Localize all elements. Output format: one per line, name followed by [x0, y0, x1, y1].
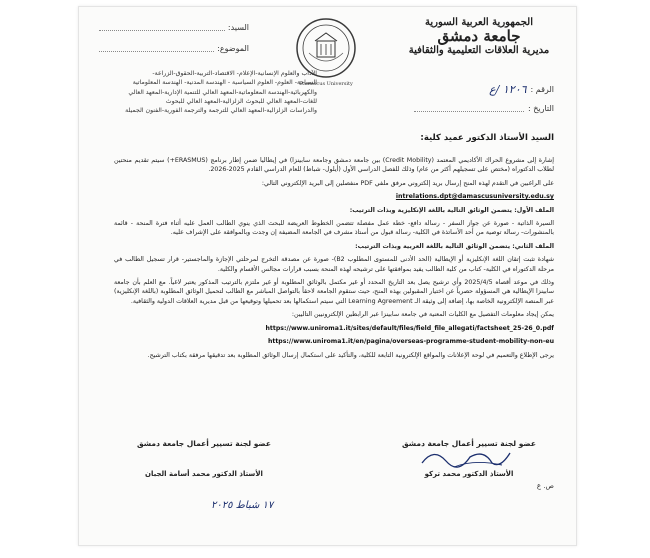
file2-text: شهادة تثبت إتقان اللغة الإنكليزية أو الإيطالية (الحد الأدنى للمستوى المطلوب B2)- صورة عن مصدقة التخرج لمرحلتي الإجازة والماجستير- قرار تسجيل الطالب في مرحلة الدكتوراه في الكلية- كتاب من كلية الطالب يفيد بموافقتها على ترشيحه لهذه المنحة بسبب قرارات مجالس الأقسام والكلية.: [114, 256, 554, 273]
letter-page: [78, 6, 577, 546]
file2-title: الملف الثاني: يتضمن الوثائق التالية باللغة العربية وبذات الترتيب:: [355, 242, 554, 250]
signature-right-name: الأستاذ الدكتور محمد تركو: [424, 470, 514, 478]
signature-right: [384, 439, 554, 478]
addressee: السيد الأستاذ الدكتور عميد كلية:: [420, 133, 554, 143]
reference-block: [414, 83, 554, 121]
closing-paragraph: يرجى الإطلاع والتعميم في لوحة الإعلانات والمواقع الإلكترونية التابعة للكلية، والتأكيد على استكمال إرسال الوثائق المطلوبة بعد تدقيقها مرفقة بكتاب الترشيح.: [147, 351, 554, 359]
subject-label: الموضوع:: [217, 44, 249, 53]
country-line: الجمهورية العربية السورية: [425, 17, 533, 28]
recipient-fields: [99, 23, 249, 65]
email-note: على الراغبين في التقدم لهذه المنح إرسال بريد إلكتروني مرفق ملفي PDF منفصلين إلى البريد الإلكتروني التالي:: [261, 179, 554, 187]
seal-caption: Damascus University: [299, 81, 353, 87]
url-link-2[interactable]: https://www.uniroma1.it/en/pagina/overseas-programme-student-mobility-non-eu: [267, 338, 554, 346]
university-name: جامعة دمشق: [437, 27, 521, 45]
signature-left-name: الأستاذ الدكتور محمد أسامة الجبان: [145, 470, 263, 478]
handwritten-signature-icon: [414, 443, 524, 471]
ref-number-value: ١٢٠٦ /ع: [489, 83, 527, 96]
recipient-label: السيد:: [227, 23, 249, 32]
department-line: للغات-المعهد العالي للبحوث الزلزالية-المعهد العالي للبحوث: [165, 97, 317, 105]
departments-list: [89, 69, 317, 115]
department-line: والدراسات الزلزالية-المعهد العالي للترجمة والترجمة الفورية-الفنون الجميلة: [125, 107, 317, 115]
file1-text: السيرة الذاتية - صورة عن جواز السفر - رسالة دافع- خطة عمل مفصلة تتضمن الخطوط العريضة للبحث الذي ينوي الطالب العمل عليه أثناء فترة المنحة - قائمة بالمنشورات- رسالة توصية من أحد الأساتذة في الكلية- رسالة قبول من أستاذ مشرف في الجامعة المضيفة إن وجدت وبالموافقة على الإشراف عليه.: [114, 220, 554, 237]
ref-number-label: الرقم :: [530, 85, 554, 94]
department-line: الآداب والعلوم الإنسانية-الإعلام- الاقتصاد-التربية-الحقوق-الزراعة-: [152, 70, 317, 77]
signature-left-title: عضو لجنة تسيير أعمال جامعة دمشق: [137, 439, 271, 448]
deadline-paragraph: وذلك في موعد أقصاه 2025/4/5 وأي ترشيح يصل بعد التاريخ المحدد أو غير مكتمل بالوثائق المطلوبة أو غير ملتزم بالترتيب المذكور يعتبر لاغياً. مع العلم بأن جامعة سابينزا الإيطالية هي المسؤولة حصرياً عن اختيار المقبولين بهذه المنح، حيث ستقوم الجامعة لاحقاً بالتواصل المباشر مع الطالب لتحميل الوثائق المطلوبة (باللغة الإنكليزية) عبر المنصة الإلكترونية الخاصة بها، إضافة إلى وثيقة الـ Learning Agreement التي سيتم استكمالها بعد تحميلها وتوقيعها من قبل مديرية العلاقات الدولية والثقافية.: [114, 279, 554, 305]
directorate-name: مديرية العلاقات التعليمية والثقافية: [408, 45, 550, 56]
email-link[interactable]: intrelations.dpt@damascusuniversity.edu.sy: [395, 193, 554, 201]
letterhead: [404, 17, 554, 56]
links-note: يمكن إيجاد معلومات التفصيل مع الكليات المعنية في جامعة سابينزا عبر الرابطين الإلكترونيين التاليين:: [291, 311, 554, 319]
file1-title: الملف الأول: يتضمن الوثائق التالية باللغة الإنكليزية وبذات الترتيب:: [349, 206, 554, 214]
cc-note: ص. ع: [536, 482, 554, 490]
department-line: والكهربائية-الهندسة المعلوماتية-المعهد العالي للتنمية الإدارية-المعهد العالي: [128, 88, 317, 96]
handwritten-date: ١٧ شباط ٢٠٢٥: [211, 500, 274, 511]
signature-right-title: عضو لجنة تسيير أعمال جامعة دمشق: [402, 439, 536, 448]
department-line: السياحة- العلوم- العلوم السياسية - الهندسة المدنية- الهندسة المعلوماتية: [132, 79, 317, 87]
ref-date-label: التاريخ :: [527, 104, 554, 113]
url-link-1[interactable]: https://www.uniroma1.it/sites/default/files/field_file_allegati/factsheet_25-26_0.pdf: [265, 324, 554, 332]
intro-paragraph: إشارة إلى مشروع الحراك الأكاديمي المعتمد (Credit Mobility) بين جامعة دمشق وجامعة سابينزا) في إيطاليا ضمن إطار برنامج (ERASMUS+) سيتم تقديم منحتين لطلاب الدكتوراه (مختص على تسجيلهم أكثر من عام) وذلك للفصل الدراسي الأول (أيلول- شباط) للعام الدراسي القادم 2025-2026.: [114, 157, 554, 174]
signature-left: [119, 439, 289, 478]
letter-body: [114, 156, 554, 364]
